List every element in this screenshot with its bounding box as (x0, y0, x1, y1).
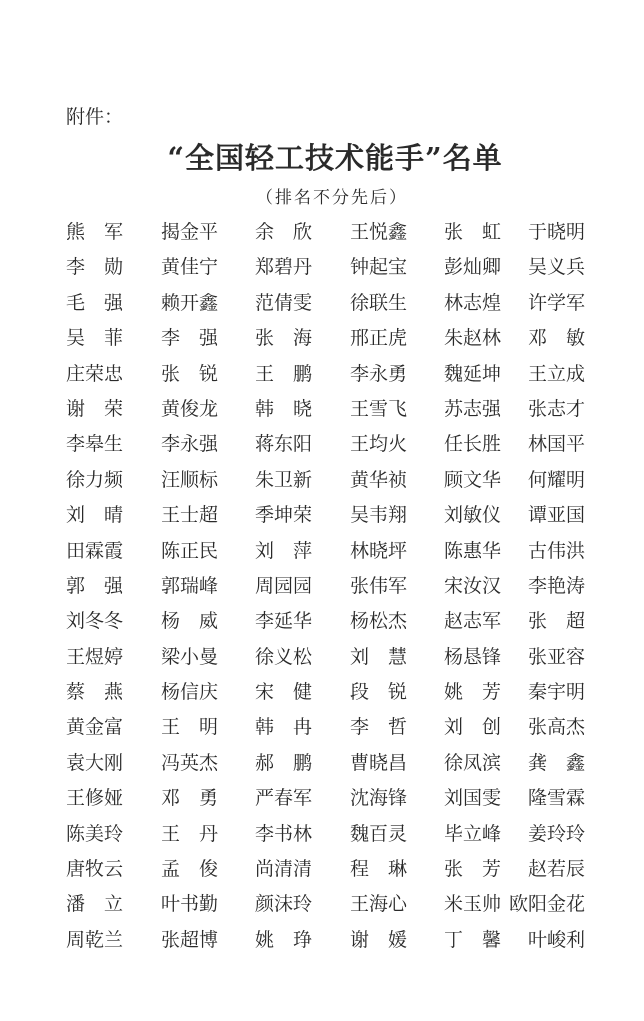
name-entry: 林国平 (528, 433, 586, 456)
name-entry: 宋汝汉 (444, 574, 502, 597)
name-entry: 王均火 (350, 433, 408, 456)
name-entry: 姚芳 (444, 681, 501, 704)
name-entry: 冯英杰 (161, 751, 219, 774)
name-entry: 郑碧丹 (255, 256, 313, 279)
name-entry: 余欣 (255, 221, 312, 243)
name-entry: 张海 (255, 327, 312, 350)
name-entry: 龚鑫 (528, 751, 585, 774)
name-entry: 邓勇 (161, 787, 218, 810)
name-entry: 张志才 (528, 397, 586, 420)
name-entry: 刘慧 (350, 645, 407, 668)
name-entry: 李永强 (161, 433, 219, 456)
name-entry: 刘创 (444, 716, 501, 739)
name-entry: 李艳涛 (528, 574, 586, 597)
name-entry: 许学军 (528, 291, 586, 314)
name-entry: 于晓明 (528, 221, 586, 243)
name-entry: 李延华 (255, 610, 313, 633)
name-entry: 杨威 (161, 610, 218, 633)
name-entry: 谭亚国 (528, 504, 586, 527)
name-entry: 王煜婷 (66, 645, 124, 668)
name-entry: 古伟洪 (528, 539, 586, 562)
name-entry: 黄华祯 (350, 468, 408, 491)
name-entry: 顾文华 (444, 468, 502, 491)
name-entry: 刘国雯 (444, 787, 502, 810)
name-entry: 黄佳宁 (161, 256, 219, 279)
name-entry: 陈正民 (161, 539, 219, 562)
name-entry: 蒋东阳 (255, 433, 313, 456)
name-entry: 米玉帅 (444, 893, 502, 916)
name-entry: 谢荣 (66, 397, 123, 420)
name-entry: 赖开鑫 (161, 291, 219, 314)
name-entry: 张芳 (444, 858, 501, 881)
name-entry: 李勋 (66, 256, 123, 279)
name-entry: 吴菲 (66, 327, 123, 350)
name-entry: 徐凤滨 (444, 751, 502, 774)
name-entry: 徐力频 (66, 468, 124, 491)
name-entry: 刘晴 (66, 504, 123, 527)
name-entry: 季坤荣 (255, 504, 313, 527)
name-entry: 姚琤 (255, 928, 312, 951)
name-entry: 叶峻利 (528, 928, 586, 951)
name-entry: 韩冉 (255, 716, 312, 739)
name-entry: 汪顺标 (161, 468, 219, 491)
name-entry: 熊军 (66, 221, 123, 243)
name-entry: 徐义松 (255, 645, 313, 668)
name-entry: 赵若辰 (528, 858, 586, 881)
name-entry: 梁小曼 (161, 645, 219, 668)
name-entry: 张高杰 (528, 716, 586, 739)
name-entry: 韩晓 (255, 397, 312, 420)
name-entry: 庄荣忠 (66, 362, 124, 385)
name-entry: 张锐 (161, 362, 218, 385)
name-entry: 邢正虎 (350, 327, 408, 350)
page-title: “全国轻工技术能手”名单 (167, 141, 503, 175)
name-entry: 钟起宝 (350, 256, 408, 279)
name-entry: 谢媛 (350, 928, 407, 951)
name-entry: 隆雪霖 (528, 787, 586, 810)
name-entry: 秦宇明 (528, 681, 586, 704)
name-entry: 欧阳金花 (509, 893, 586, 916)
name-entry: 王雪飞 (350, 397, 408, 420)
name-entry: 赵志军 (444, 610, 502, 633)
name-entry: 尚清清 (255, 858, 313, 881)
name-entry: 黄俊龙 (161, 397, 219, 420)
name-entry: 王海心 (350, 893, 408, 916)
name-entry: 曹晓昌 (350, 751, 408, 774)
name-entry: 任长胜 (444, 433, 502, 456)
name-entry: 刘敏仪 (444, 504, 502, 527)
name-entry: 唐牧云 (66, 858, 124, 881)
name-entry: 郭强 (66, 574, 123, 597)
name-entry: 郭瑞峰 (161, 574, 219, 597)
name-entry: 李永勇 (350, 362, 408, 385)
name-entry: 吴韦翔 (350, 504, 408, 527)
name-entry: 沈海锋 (350, 787, 408, 810)
name-entry: 袁大刚 (66, 751, 124, 774)
name-entry: 林志煌 (444, 291, 502, 314)
name-entry: 王修娅 (66, 787, 124, 810)
name-entry: 颜沫玲 (255, 893, 313, 916)
name-entry: 王鹏 (255, 362, 312, 385)
name-entry: 吴义兵 (528, 256, 586, 279)
name-entry: 周园园 (255, 574, 313, 597)
name-entry: 揭金平 (161, 221, 219, 243)
name-entry: 张超博 (161, 928, 219, 951)
name-entry: 苏志强 (444, 397, 502, 420)
name-entry: 陈美玲 (66, 822, 124, 845)
subtitle: （排名不分先后） (256, 188, 408, 208)
name-entry: 郝鹏 (255, 751, 312, 774)
name-entry: 孟俊 (161, 858, 218, 881)
name-entry: 王士超 (161, 504, 219, 527)
name-entry: 张亚容 (528, 645, 586, 668)
name-entry: 林晓坪 (350, 539, 408, 562)
name-entry: 宋健 (255, 681, 312, 704)
name-entry: 蔡燕 (66, 681, 123, 704)
name-entry: 姜玲玲 (528, 822, 586, 845)
name-entry: 徐联生 (350, 291, 408, 314)
name-entry: 黄金富 (66, 716, 124, 739)
name-entry: 朱卫新 (255, 468, 313, 491)
name-entry: 李皋生 (66, 433, 124, 456)
name-entry: 范倩雯 (255, 291, 313, 314)
name-entry: 魏延坤 (444, 362, 502, 385)
name-entry: 严春军 (255, 787, 313, 810)
name-entry: 魏百灵 (350, 822, 408, 845)
name-entry: 刘冬冬 (66, 610, 124, 633)
name-entry: 田霖霞 (66, 539, 124, 562)
name-entry: 王悦鑫 (350, 221, 408, 243)
name-entry: 张超 (528, 610, 585, 633)
name-entry: 潘立 (66, 893, 123, 916)
name-entry: 彭灿卿 (444, 256, 502, 279)
name-entry: 何耀明 (528, 468, 586, 491)
name-entry: 杨信庆 (161, 681, 219, 704)
name-entry: 杨松杰 (350, 610, 408, 633)
name-entry: 张虹 (444, 221, 501, 243)
name-entry: 王丹 (161, 822, 218, 845)
name-entry: 毕立峰 (444, 822, 502, 845)
name-entry: 段锐 (350, 681, 407, 704)
name-entry: 李书林 (255, 822, 313, 845)
name-entry: 叶书勤 (161, 893, 219, 916)
name-entry: 王立成 (528, 362, 586, 385)
name-entry: 程琳 (350, 858, 407, 881)
name-entry: 刘萍 (255, 539, 312, 562)
name-entry: 朱赵林 (444, 327, 502, 350)
name-entry: 丁馨 (444, 928, 501, 951)
name-entry: 王明 (161, 716, 218, 739)
name-entry: 陈惠华 (444, 539, 502, 562)
name-entry: 周乾兰 (66, 928, 124, 951)
name-entry: 李哲 (350, 716, 407, 739)
name-entry: 杨恳锋 (444, 645, 502, 668)
attachment-label: 附件： (66, 106, 124, 128)
name-entry: 邓敏 (528, 327, 585, 350)
name-entry: 毛强 (66, 291, 123, 314)
name-entry: 张伟军 (350, 574, 408, 597)
name-entry: 李强 (161, 327, 218, 350)
